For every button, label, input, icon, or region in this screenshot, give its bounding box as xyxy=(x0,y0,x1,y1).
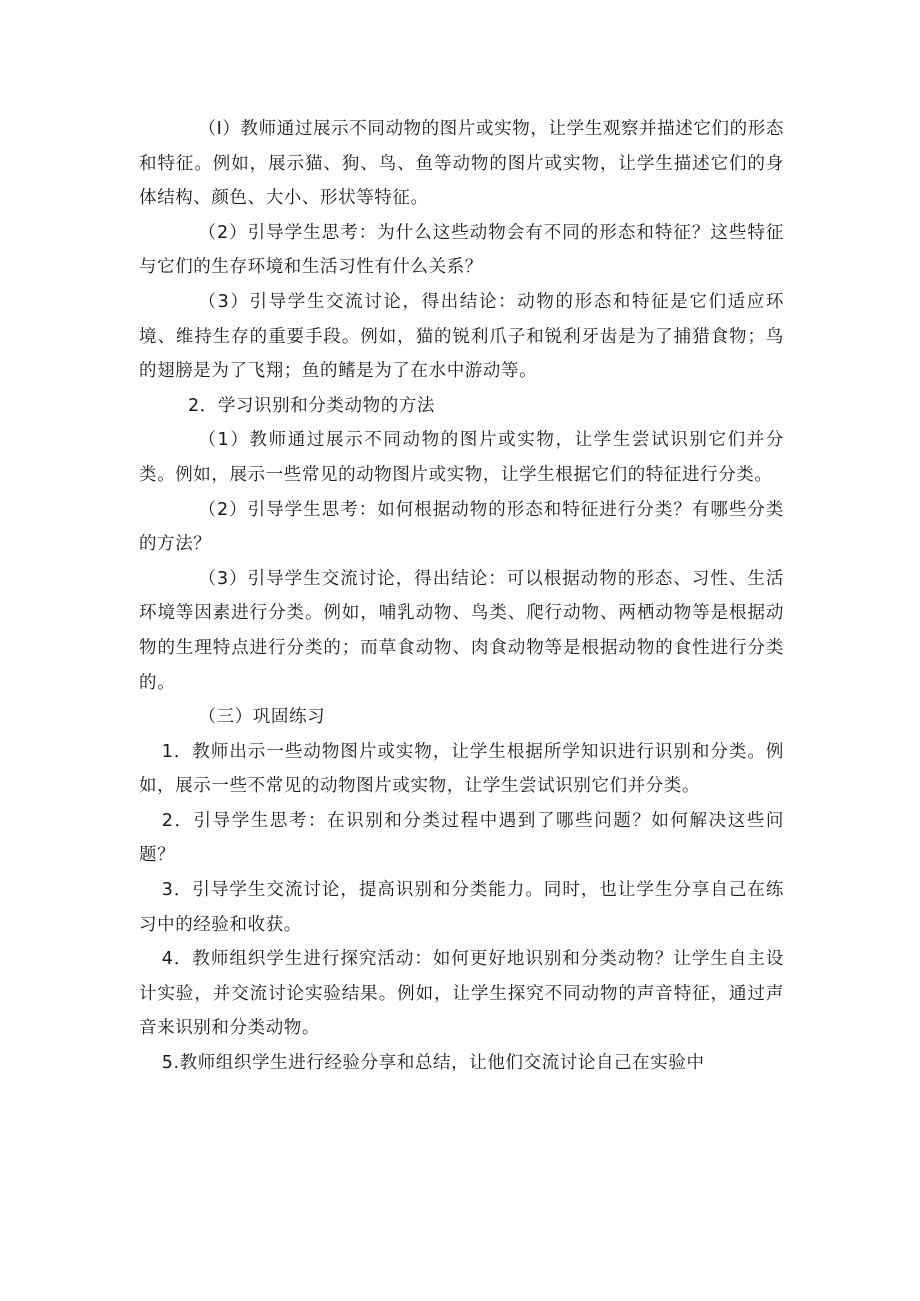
section-heading-2: 2．学习识别和分类动物的方法 xyxy=(188,395,436,416)
list-item-4: 4．教师组织学生进行探究活动：如何更好地识别和分类动物？让学生自主设计实验，并交流讨论实验结果。例如，让学生探究不同动物的声音特征，通过声音来识别和分类动物。 xyxy=(139,949,784,1039)
list-item-3: 3．引导学生交流讨论，提高识别和分类能力。同时，也让学生分享自己在练习中的经验和收获。 xyxy=(139,880,784,935)
list-item-2: 2．引导学生思考：在识别和分类过程中遇到了哪些问题？如何解决这些问题？ xyxy=(139,810,784,866)
paragraph-6: （3）引导学生交流讨论，得出结论：可以根据动物的形态、习性、生活环境等因素进行分类。例如，哺乳动物、鸟类、爬行动物、两栖动物等是根据动物的生理特点进行分类的；而草食动物、肉食动物等是根据动物的食性进行分类的。 xyxy=(139,568,784,693)
list-item-5: 5.教师组织学生进行经验分享和总结，让他们交流讨论自己在实验中 xyxy=(161,1053,705,1074)
paragraph-1: （I）教师通过展示不同动物的图片或实物，让学生观察并描述它们的形态和特征。例如，展示猫、狗、鸟、鱼等动物的图片或实物，让学生描述它们的身体结构、颜色、大小、形状等特征。 xyxy=(139,119,784,209)
section-heading-3: （三）巩固练习 xyxy=(198,707,326,728)
paragraph-2: （2）引导学生思考：为什么这些动物会有不同的形态和特征？这些特征与它们的生存环境和生活习性有什么关系？ xyxy=(139,222,784,278)
paragraph-4: （1）教师通过展示不同动物的图片或实物，让学生尝试识别它们并分类。例如，展示一些常见的动物图片或实物，让学生根据它们的特征进行分类。 xyxy=(139,430,784,485)
paragraph-3: （3）引导学生交流讨论，得出结论：动物的形态和特征是它们适应环境、维持生存的重要手段。例如，猫的锐利爪子和锐利牙齿是为了捕猎食物；鸟的翅膀是为了飞翔；鱼的鳍是为了在水中游动等。 xyxy=(139,291,784,382)
paragraph-5: （2）引导学生思考：如何根据动物的形态和特征进行分类？有哪些分类的方法？ xyxy=(139,499,784,555)
document-body xyxy=(139,112,784,1081)
list-item-1: 1．教师出示一些动物图片或实物，让学生根据所学知识进行识别和分类。例如，展示一些不常见的动物图片或实物，让学生尝试识别它们并分类。 xyxy=(139,741,784,797)
